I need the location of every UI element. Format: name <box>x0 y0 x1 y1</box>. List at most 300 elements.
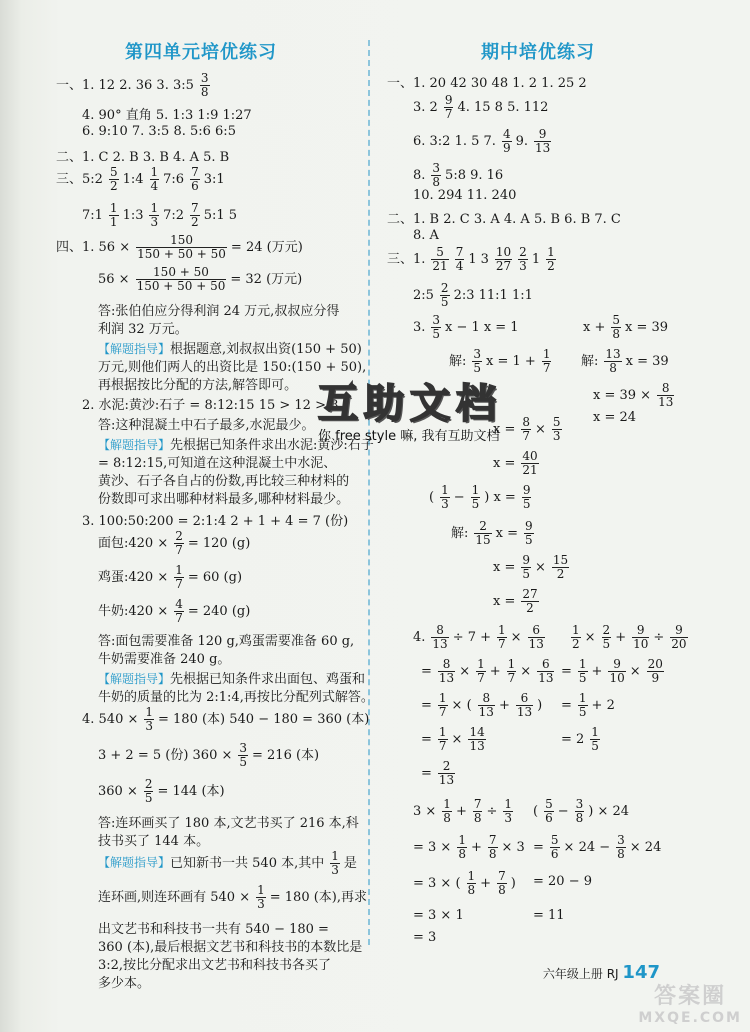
numerator: 6 <box>537 658 554 672</box>
denominator: 150 + 50 + 50 <box>137 246 226 261</box>
answer-line <box>493 416 566 442</box>
numerator: 1 <box>438 725 447 739</box>
answer-text: 二、1. B 2. C 3. A 4. A 5. B 6. B 7. C <box>387 212 621 227</box>
numerator: 1 <box>498 623 506 637</box>
answer-line <box>413 228 443 243</box>
answer-line <box>56 146 233 165</box>
numerator: 9 <box>534 128 551 142</box>
answer-text: 360 × <box>98 783 138 799</box>
denominator: 3 <box>519 258 527 273</box>
fraction <box>575 798 585 824</box>
denominator: 5 <box>522 496 531 511</box>
answer-line <box>413 128 555 154</box>
numerator: 9 <box>525 519 533 533</box>
answer-line <box>413 930 440 945</box>
answer-line <box>583 314 672 340</box>
answer-text: 7:6 <box>163 171 185 187</box>
fraction <box>546 246 556 272</box>
answer-text: = 216 (本) <box>252 747 320 763</box>
numerator: 3 <box>200 71 209 85</box>
answer-line <box>569 624 692 650</box>
answer-line <box>413 908 468 923</box>
answer-text: 6. 3:2 1. 5 7. <box>413 133 496 149</box>
answer-text: 先根据已知条件求出面包、鸡蛋和 <box>170 672 366 687</box>
answer-text: = 11 <box>533 908 565 923</box>
answer-text: = 20 − 9 <box>533 874 592 889</box>
denominator: 5 <box>602 636 611 651</box>
answer-text: + <box>470 839 482 855</box>
answer-line <box>98 668 369 687</box>
fraction <box>442 798 452 824</box>
tip-label: 【解题指导】 <box>98 672 171 686</box>
answer-line <box>98 338 366 357</box>
answer-text: x + <box>583 319 606 335</box>
column-divider <box>368 40 370 945</box>
numerator: 2 <box>474 520 491 534</box>
answer-text: 1:4 <box>122 171 144 187</box>
numerator: 1 <box>591 725 599 739</box>
fraction <box>542 348 552 374</box>
numerator: 1 <box>109 201 118 215</box>
denominator: 5 <box>578 704 587 719</box>
answer-text: + 2 <box>591 697 615 713</box>
numerator: 15 <box>552 553 569 567</box>
fraction <box>174 564 184 590</box>
answer-line <box>98 778 229 804</box>
answer-text: x = 1 + <box>486 353 536 369</box>
numerator: 2 <box>438 760 455 774</box>
denominator: 5 <box>525 532 533 547</box>
denominator: 3 <box>331 862 339 877</box>
denominator: 3 <box>552 428 561 443</box>
answer-text: = 32 (万元) <box>230 271 303 287</box>
fraction <box>524 520 534 546</box>
numerator: 4 <box>175 597 183 611</box>
fraction <box>503 798 513 824</box>
numerator: 1 <box>175 563 183 577</box>
answer-text: ) × 24 <box>588 803 630 819</box>
denominator: 5 <box>239 754 248 769</box>
answer-text: 技书买了 144 本。 <box>98 834 210 849</box>
denominator: 13 <box>432 636 448 651</box>
numerator: 1 <box>443 797 451 811</box>
denominator: 7 <box>542 360 551 375</box>
numerator: 3 <box>432 313 441 327</box>
numerator: 7 <box>488 833 497 847</box>
watermark-sub: 你 free style 嘛, 我有互助文档 <box>318 429 500 444</box>
answer-text: × ( <box>451 697 472 713</box>
fraction <box>438 658 455 684</box>
answer-text: ÷ 7 + <box>452 629 492 645</box>
fraction <box>521 554 531 580</box>
answer-line <box>533 798 633 824</box>
fraction <box>497 624 507 650</box>
answer-line <box>82 510 352 529</box>
answer-line <box>98 318 192 337</box>
fraction <box>431 624 448 650</box>
denominator: 5 <box>591 738 599 753</box>
numerator: 1 <box>542 347 551 361</box>
answer-text: 360 (本),最后根据文艺书和科技书的本数比是 <box>98 940 363 955</box>
denominator: 15 <box>475 532 491 547</box>
denominator: 6 <box>545 810 553 825</box>
answer-text: = <box>561 663 572 679</box>
fraction <box>136 234 227 260</box>
answer-text: 答:面包需要准备 120 g,鸡蛋需要准备 60 g, <box>98 634 355 649</box>
denominator: 7 <box>438 738 447 753</box>
answer-text: = 240 (g) <box>187 603 251 619</box>
denominator: 20 <box>671 636 687 651</box>
numerator: 2 <box>602 623 611 637</box>
numerator: 1 <box>145 705 154 719</box>
numerator: 1 <box>477 657 485 671</box>
answer-text: × <box>535 421 546 437</box>
denominator: 13 <box>658 394 674 409</box>
answer-text: 2:3 11:1 1:1 <box>453 287 533 303</box>
answer-line <box>82 124 240 139</box>
watermark <box>318 372 502 444</box>
denominator: 8 <box>498 882 506 897</box>
answer-line <box>98 564 246 590</box>
numerator: 7 <box>191 201 199 215</box>
numerator: 5 <box>550 833 559 847</box>
numerator: 1 <box>441 483 449 497</box>
answer-line <box>413 834 529 860</box>
fraction <box>468 726 485 752</box>
numerator: 9 <box>608 658 625 672</box>
answer-line <box>493 554 573 580</box>
numerator: 3 <box>239 741 248 755</box>
answer-text: 3 <box>480 251 489 267</box>
denominator: 5 <box>578 670 587 685</box>
answer-text: 牛奶的质量的比为 2:1:4,再按比分配列式解答。 <box>98 690 374 705</box>
denominator: 2 <box>191 214 199 229</box>
answer-text: 解: <box>581 353 599 369</box>
answer-text: 解: <box>451 525 469 541</box>
numerator: 2 <box>175 529 183 543</box>
denominator: 150 + 50 + 50 <box>136 278 226 293</box>
numerator: 6 <box>516 692 533 706</box>
answer-text: 2. 水泥:黄沙:石子 = 8:12:15 15 > 12 > 8 <box>82 398 339 413</box>
fraction <box>488 834 498 860</box>
fraction <box>552 554 569 580</box>
fraction <box>238 742 248 768</box>
denominator: 5 <box>432 326 441 341</box>
denominator: 2 <box>556 566 565 581</box>
answer-text: × 3 <box>501 839 525 855</box>
answer-text: = 3 <box>413 930 437 945</box>
answer-text: 8. A <box>413 228 439 243</box>
answer-text: 是 <box>343 855 357 871</box>
fraction <box>473 798 483 824</box>
fraction <box>144 706 154 732</box>
answer-text: 解: <box>449 353 467 369</box>
fraction <box>602 624 612 650</box>
answer-text: 1 <box>531 251 541 267</box>
denominator: 8 <box>609 360 617 375</box>
numerator: 3 <box>617 833 625 847</box>
answer-text: 三、1. <box>387 251 426 267</box>
denominator: 7 <box>498 636 506 651</box>
fraction <box>476 658 486 684</box>
fraction <box>440 282 450 308</box>
answer-line <box>429 484 535 510</box>
answer-line <box>82 104 256 123</box>
answer-text: = 3 × <box>413 839 452 855</box>
answer-text: 9. <box>515 133 528 149</box>
answer-text: + <box>455 803 467 819</box>
denominator: 13 <box>469 738 485 753</box>
fraction <box>571 624 581 650</box>
fraction <box>534 128 551 154</box>
fraction <box>616 834 626 860</box>
fraction <box>109 166 119 192</box>
fraction <box>516 692 533 718</box>
answer-text: 7:2 <box>163 207 185 223</box>
fraction <box>174 598 184 624</box>
footer-grade: 六年级上册 RJ <box>542 967 619 981</box>
denominator: 1 <box>109 214 118 229</box>
fraction <box>144 778 154 804</box>
numerator: 6 <box>528 624 545 638</box>
answer-text: 7:1 <box>82 207 103 223</box>
fraction <box>467 870 477 896</box>
denominator: 3 <box>150 214 159 229</box>
answer-text: x = <box>495 525 519 541</box>
numerator: 8 <box>657 382 674 396</box>
denominator: 7 <box>438 704 447 719</box>
answer-text: 4. 540 × <box>82 711 139 727</box>
answer-text: 一、1. 12 2. 36 3. 3:5 <box>56 77 194 93</box>
denominator: 13 <box>528 636 544 651</box>
numerator: 9 <box>522 553 530 567</box>
answer-text: 1 <box>468 251 477 267</box>
answer-text: x = 24 <box>593 410 637 425</box>
answer-line <box>98 300 343 319</box>
answer-text: 份数即可求出哪种材料最多,哪种材料最少。 <box>98 492 350 507</box>
fraction <box>552 416 562 442</box>
fraction <box>608 658 625 684</box>
answer-line <box>98 470 353 489</box>
numerator: 5 <box>109 165 118 179</box>
denominator: 8 <box>575 810 584 825</box>
page-number: 147 <box>622 962 660 983</box>
answer-text: x = 39 × <box>593 387 652 403</box>
section-title-unit4: 第四单元培优练习 <box>125 42 277 63</box>
fraction <box>537 658 554 684</box>
answer-line <box>581 348 673 374</box>
denominator: 9 <box>651 670 660 685</box>
denominator: 2 <box>109 178 118 193</box>
numerator: 1 <box>578 691 587 705</box>
tip-label: 【解题指导】 <box>98 438 171 452</box>
answer-line <box>413 94 552 120</box>
tip-label: 【解题指导】 <box>98 855 171 870</box>
denominator: 2 <box>526 600 534 615</box>
fraction <box>478 692 495 718</box>
section-title-midterm: 期中培优练习 <box>481 42 595 63</box>
answer-text: × <box>451 731 463 747</box>
answer-text: 已知新书一共 540 本,其中 <box>170 855 325 871</box>
answer-text: 4. 90° 直角 5. 1:3 1:9 1:27 <box>82 108 252 123</box>
answer-line <box>98 918 333 937</box>
answer-text: = <box>421 731 432 747</box>
answer-line <box>98 884 371 910</box>
numerator: 1 <box>507 657 516 671</box>
numerator: 7 <box>473 797 482 811</box>
denominator: 13 <box>516 704 533 719</box>
answer-text: × 24 <box>629 839 662 855</box>
answer-line <box>421 658 558 684</box>
answer-text: = <box>421 663 432 679</box>
answer-text: 5:1 5 <box>203 207 238 223</box>
numerator: 1 <box>331 849 339 863</box>
denominator: 13 <box>538 670 554 685</box>
answer-text: 鸡蛋:420 × <box>98 569 169 585</box>
answer-text: × <box>629 663 641 679</box>
answer-text: 3 × <box>413 803 437 819</box>
answer-text: = 120 (g) <box>187 535 251 551</box>
answer-text: = <box>421 697 432 713</box>
fraction <box>497 870 507 896</box>
denominator: 3 <box>504 810 513 825</box>
answer-line <box>98 830 213 849</box>
answer-text: + <box>591 663 603 679</box>
denominator: 8 <box>458 846 466 861</box>
denominator: 7 <box>507 670 516 685</box>
fraction <box>174 530 184 556</box>
denominator: 21 <box>522 462 538 477</box>
answer-text: 6. 9:10 7. 3:5 8. 5:6 6:5 <box>82 124 236 139</box>
logo-sub: MXQE.COM <box>638 1010 742 1026</box>
answer-text: × 24 − <box>563 839 611 855</box>
numerator: 2 <box>519 245 527 259</box>
fraction <box>495 246 512 272</box>
answer-text: x − 1 <box>445 319 480 335</box>
answer-line <box>98 374 301 393</box>
numerator: 9 <box>444 93 453 107</box>
fraction <box>521 416 531 442</box>
answer-text: 答:张伯伯应分得利润 24 万元,叔叔应分得 <box>98 304 340 319</box>
answer-text: + <box>480 875 492 891</box>
denominator: 21 <box>432 258 448 273</box>
fraction <box>471 484 481 510</box>
denominator: 2 <box>547 258 555 273</box>
answer-text: x = <box>493 421 516 437</box>
numerator: 9 <box>522 483 531 497</box>
answer-text: = <box>561 697 572 713</box>
numerator: 1 <box>547 245 555 259</box>
fraction <box>578 692 588 718</box>
fraction <box>150 166 160 192</box>
answer-line <box>533 874 596 889</box>
answer-text: = <box>533 839 544 855</box>
answer-line <box>56 234 307 260</box>
answer-text: ( <box>533 803 539 819</box>
answer-line <box>493 450 543 476</box>
answer-line <box>421 692 546 718</box>
answer-text: − <box>557 803 569 819</box>
answer-text: = 2 <box>561 731 585 747</box>
answer-text: ) x = <box>484 489 516 505</box>
answer-text: × <box>584 629 596 645</box>
numerator: 9 <box>670 624 687 638</box>
answer-text: 3. <box>413 319 426 335</box>
numerator: 1 <box>458 833 466 847</box>
answer-text: 1:3 <box>122 207 144 223</box>
denominator: 10 <box>633 636 649 651</box>
answer-line <box>98 936 366 955</box>
answer-text: − <box>453 489 465 505</box>
answer-text: + <box>615 629 627 645</box>
answer-text: 一、1. 20 42 30 48 1. 2 1. 25 2 <box>387 76 587 91</box>
answer-text: 先根据已知条件求出水泥:黄沙:石子 <box>170 438 374 453</box>
numerator: 7 <box>455 245 464 259</box>
answer-text: x = <box>493 593 516 609</box>
answer-text: 8. <box>413 167 426 183</box>
fraction <box>472 348 482 374</box>
fraction <box>578 658 588 684</box>
fraction <box>457 834 467 860</box>
answer-line <box>561 658 668 684</box>
answer-line <box>413 798 517 824</box>
answer-text: 再根据按比分配的方法,解答即可。 <box>98 378 298 393</box>
fraction <box>611 314 621 340</box>
answer-line <box>98 972 154 991</box>
answer-line <box>413 314 523 340</box>
answer-text: x = 39 <box>625 319 669 335</box>
answer-text: 4. <box>413 629 426 645</box>
answer-line <box>56 166 229 192</box>
watermark-main: 互助文档 <box>318 381 502 427</box>
answer-text: ) <box>510 875 516 891</box>
answer-text: 3:2,按比分配求出文艺书和科技书各买了 <box>98 958 332 973</box>
answer-text: 多少本。 <box>98 976 151 991</box>
fraction <box>550 834 560 860</box>
denominator: 7 <box>477 670 485 685</box>
site-logo <box>638 979 742 1026</box>
answer-text: × <box>520 663 532 679</box>
answer-text: = 60 (g) <box>187 569 243 585</box>
answer-text: = 8:12:15,可知道在这种混凝土中水泥、 <box>98 456 337 471</box>
numerator: 20 <box>647 657 663 671</box>
fraction <box>522 484 532 510</box>
denominator: 9 <box>502 140 511 155</box>
denominator: 8 <box>443 810 451 825</box>
denominator: 8 <box>473 810 482 825</box>
numerator: 1 <box>504 797 513 811</box>
numerator: 1 <box>150 201 159 215</box>
answer-line <box>421 726 490 752</box>
denominator: 7 <box>175 576 183 591</box>
fraction <box>438 692 448 718</box>
denominator: 27 <box>495 258 512 273</box>
answer-text: 牛奶:420 × <box>98 603 169 619</box>
answer-line <box>98 530 254 556</box>
denominator: 13 <box>478 704 494 719</box>
answer-line <box>533 834 665 860</box>
numerator: 3 <box>473 347 482 361</box>
fraction <box>431 246 448 272</box>
denominator: 8 <box>467 882 476 897</box>
fraction <box>657 382 674 408</box>
left-column <box>42 38 374 991</box>
answer-text: 面包:420 × <box>98 535 169 551</box>
answer-line <box>98 686 378 705</box>
fraction <box>444 94 454 120</box>
answer-line <box>98 414 319 433</box>
answer-line <box>413 624 549 650</box>
